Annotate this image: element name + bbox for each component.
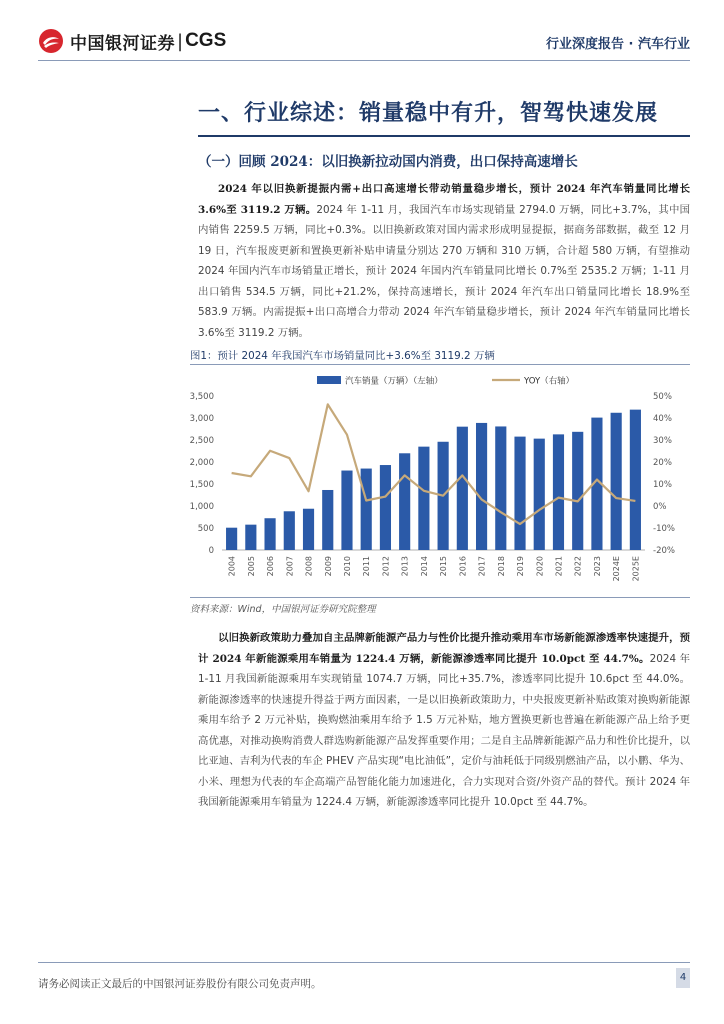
logo-separator: |: [177, 30, 184, 52]
x-tick-label: 2022: [573, 556, 583, 577]
source-divider: [190, 597, 690, 598]
page-header: [0, 0, 724, 60]
x-tick-label: 2019: [516, 556, 526, 577]
y-right-tick-label: 30%: [653, 436, 672, 446]
x-tick-label: 2004: [227, 556, 237, 577]
x-tick-label: 2024E: [612, 556, 622, 582]
x-tick-label: 2016: [458, 556, 468, 577]
sales-bar: [476, 423, 487, 550]
footer-disclaimer: 请务必阅读正文最后的中国银河证券股份有限公司免责声明。: [38, 978, 322, 990]
sales-bar: [572, 432, 583, 550]
y-right-tick-label: 50%: [653, 392, 672, 402]
section-title-underline: [198, 135, 690, 137]
y-right-tick-label: -20%: [653, 546, 675, 556]
sales-bar: [341, 471, 352, 550]
paragraph-2: [198, 628, 690, 813]
sales-bar: [361, 469, 372, 550]
y-left-tick-label: 0: [208, 546, 214, 556]
x-tick-label: 2009: [323, 556, 333, 577]
logo-chinese-text: 中国银河证券: [70, 33, 175, 54]
legend-sales-label: 汽车销量（万辆）（左轴）: [345, 376, 443, 387]
sales-bar: [630, 410, 641, 550]
y-left-tick-label: 3,500: [190, 392, 214, 402]
figure-title: 图1：预计 2024 年我国汽车市场销量同比+3.6%至 3119.2 万辆: [190, 350, 495, 362]
x-tick-label: 2011: [362, 556, 372, 577]
y-left-tick-label: 1,500: [190, 480, 214, 490]
section-subtitle: （一）回顾 2024：以旧换新拉动国内消费，出口保持高速增长: [198, 154, 578, 170]
sales-bar: [611, 413, 622, 550]
sales-bar: [226, 528, 237, 550]
y-left-tick-label: 1,000: [190, 502, 214, 512]
sales-bar: [284, 511, 295, 550]
sales-chart: [190, 368, 690, 590]
y-right-tick-label: 20%: [653, 458, 672, 468]
paragraph-1-body: 2024 年 1-11 月，我国汽车市场实现销量 2794.0 万辆，同比+3.7%，其中国内销售 2259.5 万辆，同比+0.3%。以旧换新政策对国内需求形成明显提振，据商务部数据，截至 12 月 19 日，汽车报废更新和置换更新补贴申请量分别达 270 万辆和 310 万辆，合计超 580 万辆，有望推动 2024 年国内汽车市场销量正增长，预计 2024 年国内汽车销量同比增长 0.7%至 2535.2 万辆；1-11 月出口销售 534.5 万辆，同比+21.2%，保持高速增长，预计 2024 年汽车出口销量同比增长 18.9%至 583.9 万辆。内需提振+出口高增合力带动 2024 年汽车销量稳步增长，预计 2024 年汽车销量同比增长 3.6%至 3119.2 万辆。: [198, 203, 691, 339]
paragraph-1: [198, 179, 690, 343]
x-tick-label: 2015: [439, 556, 449, 577]
x-tick-label: 2010: [342, 556, 352, 577]
section-title: 一、行业综述：销量稳中有升，智驾快速发展: [198, 100, 659, 126]
legend-sales-swatch: [317, 376, 341, 384]
x-tick-label: 2014: [419, 556, 429, 577]
x-tick-label: 2021: [554, 556, 564, 577]
sales-bar: [264, 518, 275, 550]
sales-bar: [495, 426, 506, 550]
figure-title-divider: [190, 364, 690, 365]
logo-english-text: CGS: [185, 30, 227, 51]
header-divider: [38, 60, 690, 61]
y-right-tick-label: -10%: [653, 524, 675, 534]
y-left-tick-label: 3,000: [190, 414, 214, 424]
y-right-tick-label: 0%: [653, 502, 667, 512]
figure-source: 资料来源：Wind，中国银河证券研究院整理: [190, 604, 376, 615]
x-tick-label: 2007: [285, 556, 295, 577]
sales-bar: [322, 490, 333, 550]
sales-bar: [245, 525, 256, 550]
galaxy-logo-icon: [38, 28, 64, 54]
y-left-tick-label: 2,000: [190, 458, 214, 468]
x-tick-label: 2025E: [631, 556, 641, 582]
report-category: 行业深度报告 · 汽车行业: [546, 37, 690, 52]
sales-bar: [534, 439, 545, 550]
paragraph-1-lead: 2024 年以旧换新提振内需+出口高速增长带动销量稳步增长，预计 2024 年汽车销量同比增长 3.6%至 3119.2 万辆。: [198, 183, 690, 216]
legend-yoy-label: YOY（右轴）: [524, 376, 575, 387]
sales-bar: [457, 427, 468, 550]
y-right-tick-label: 10%: [653, 480, 672, 490]
page-number: 4: [676, 968, 690, 988]
x-tick-label: 2013: [400, 556, 410, 577]
y-left-tick-label: 500: [197, 524, 214, 534]
x-tick-label: 2018: [496, 556, 506, 577]
x-tick-label: 2005: [246, 556, 256, 577]
x-tick-label: 2020: [535, 556, 545, 577]
sales-bar: [418, 447, 429, 550]
x-tick-label: 2012: [381, 556, 391, 577]
sales-bar: [380, 465, 391, 550]
x-tick-label: 2017: [477, 556, 487, 577]
sales-bar: [553, 434, 564, 550]
sales-bar: [514, 437, 525, 550]
brand-logo: [38, 28, 226, 54]
y-right-tick-label: 40%: [653, 414, 672, 424]
paragraph-2-body: 2024 年 1-11 月我国新能源乘用车实现销量 1074.7 万辆，同比+35.7%，渗透率同比提升 10.6pct 至 44.0%。新能源渗透率的快速提升得益于两方面因素，一是以旧换新政策助力，中央报废更新补贴政策对换购新能源乘用车给予 2 万元补贴，换购燃油乘用车给予 1.5 万元补贴，地方置换更新也普遍在新能源产品上给予更高优惠，对推动换购消费人群选购新能源产品发挥重要作用；二是自主品牌新能源产品力和性价比提升，以比亚迪、吉利为代表的车企 PHEV 产品实现“电比油低”，定价与油耗低于同级别燃油产品，以小鹏、华为、小米、理想为代表的车企高端产品智能化能力加速进化，合力实现对合资/外资产品的替代。预计 2024 年我国新能源乘用车销量为 1224.4 万辆，新能源渗透率同比提升 10.0pct 至 44.7%。: [198, 652, 690, 808]
sales-chart-svg: [190, 368, 690, 590]
y-left-tick-label: 2,500: [190, 436, 214, 446]
x-tick-label: 2008: [304, 556, 314, 577]
sales-bar: [399, 453, 410, 550]
x-tick-label: 2023: [592, 556, 602, 577]
footer-divider: [38, 962, 690, 963]
sales-bar: [303, 509, 314, 550]
paragraph-2-lead: 以旧换新政策助力叠加自主品牌新能源产品力与性价比提升推动乘用车市场新能源渗透率快速提升，预计 2024 年新能源乘用车销量为 1224.4 万辆，新能源渗透率同比提升 10.0pct 至 44.7%。: [198, 632, 690, 665]
x-tick-label: 2006: [266, 556, 276, 577]
